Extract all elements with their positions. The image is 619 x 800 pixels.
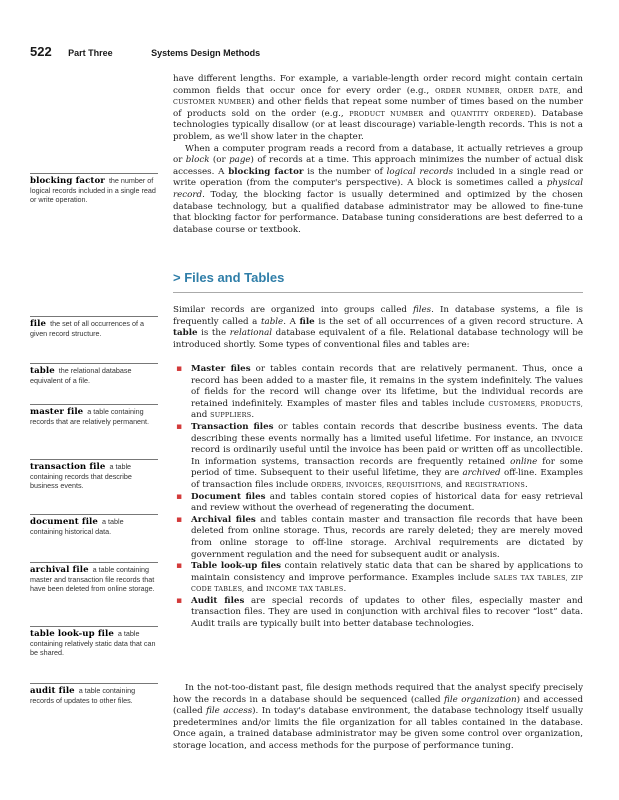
margin-term: master file (30, 407, 84, 417)
body-text-closing (173, 683, 583, 753)
list-item-transaction-files: ▪ Transaction files or tables contain records that describe business events. The data describing these events normally has a limited useful lifetime. For instance, an INVOICE record is ordinarily useful until the invoice has been paid or written off as uncollectible. In information systems, transaction records are frequently retained online for some period of time. Subsequent to their useful lifetime, they are archived off-line. Examples of transaction files include ORDERS, INVOICES, REQUISITIONS, and REGISTRATIONS. (176, 421, 583, 490)
file-types-list (173, 364, 583, 631)
margin-term: audit file (30, 686, 75, 696)
margin-term: table look-up file (30, 629, 114, 639)
margin-term: table (30, 366, 55, 376)
margin-definition: the relational database equivalent of a file. (30, 366, 132, 385)
margin-definition: the number of logical records included in a single read or write operation. (30, 176, 156, 204)
paragraph-variable-length: have different lengths. For example, a variable-length order record might contain certain common fields that occur once for every order (e.g., ORDER NUMBER, ORDER DATE, and CUSTOMER NUMBER) and other fields that repeat some number of times based on the number of products sold on the order (e.g., PRODUCT NUMBER and QUANTITY ORDERED). Database technologies typically disallow (or at least discourage) variable-length records. This is not a problem, as we'll show later in the chapter. (173, 74, 583, 142)
margin-definition: a table containing records that describe business events. (30, 462, 132, 490)
margin-note-table-look-up-file (30, 626, 158, 657)
bullet-icon: ▪ (176, 491, 183, 502)
margin-note-audit-file (30, 683, 158, 705)
running-header (30, 43, 260, 61)
paragraph-files-intro: Similar records are organized into groups called files. In database systems, a file is frequently called a table. A file is the set of all occurrences of a given record structure. A table is the relational database equivalent of a file. Relational database technology will be introduced shortly. Some types of conventional files and tables are: (173, 305, 584, 350)
margin-rule (30, 173, 158, 174)
margin-note-file (30, 316, 158, 338)
margin-note-blocking-factor (30, 173, 158, 204)
margin-note-document-file (30, 514, 158, 536)
bullet-icon: ▪ (176, 595, 183, 606)
margin-note-transaction-file (30, 459, 158, 490)
bullet-icon: ▪ (176, 421, 183, 432)
margin-note-table (30, 363, 158, 385)
margin-rule (30, 404, 158, 405)
body-text-top (173, 74, 583, 236)
margin-definition: a table containing master and transaction file records that have been deleted from online storage. (30, 565, 155, 593)
margin-term: transaction file (30, 462, 106, 472)
margin-definition: the set of all occurrences of a given record structure. (30, 319, 144, 338)
list-item-table-look-up-files: ▪ Table look-up files contain relatively static data that can be shared by applications to maintain consistency and improve performance. Examples include SALES TAX TABLES, ZIP CODE TABLES, and INCOME TAX TABLES. (176, 561, 584, 595)
bullet-icon: ▪ (176, 364, 183, 374)
list-item-master-files: ▪ Master files or tables contain records that are relatively permanent. Thus, once a record has been added to a master file, it remains in the system indefinitely. The values of fields for the record will change over its lifetime, but the individual records are retained indefinitely. Examples of master files and tables include CUSTOMERS, PRODUCTS, and SUPPLIERS. (176, 364, 583, 421)
margin-definition: a table containing relatively static data that can be shared. (30, 629, 156, 657)
page-number: 522 (30, 44, 52, 59)
margin-term: document file (30, 517, 98, 527)
margin-note-archival-file (30, 562, 158, 593)
margin-note-master-file (30, 404, 158, 426)
margin-rule (30, 626, 158, 627)
bullet-icon: ▪ (176, 514, 183, 525)
margin-rule (30, 514, 158, 515)
list-item-document-files: ▪ Document files and tables contain stored copies of historical data for easy retrieval and review without the overhead of regenerating the document. (176, 491, 583, 514)
margin-rule (30, 683, 158, 684)
margin-term: blocking factor (30, 176, 105, 186)
paragraph-file-organization: In the not-too-distant past, file design methods required that the analyst specify precisely how the records in a database should be sequenced (called file organization) and accessed (called file access). In today's database environment, the database technology itself usually predetermines and/or limits the file organization for all tables contained in the database. Once again, a trained database administrator may be given some control over organization, storage location, and access methods for the purpose of performance tuning. (173, 683, 584, 751)
margin-definition: a table containing historical data. (30, 517, 124, 536)
section-label: Systems Design Methods (151, 48, 261, 58)
part-label: Part Three (68, 48, 113, 58)
list-item-audit-files: ▪ Audit files are special records of updates to other files, especially master and transaction files. They are used in conjunction with archival files to recover “lost” data. Audit trails are typically built into better database technologies. (176, 595, 583, 630)
margin-definition: a table containing records that are relatively permanent. (30, 407, 150, 426)
margin-rule (30, 562, 158, 563)
margin-term: archival file (30, 565, 89, 575)
margin-definition: a table containing records of updates to other files. (30, 686, 136, 705)
heading-divider (173, 292, 583, 293)
body-text-bullets (173, 364, 583, 631)
body-text-intro (173, 305, 583, 351)
section-heading: > Files and Tables (173, 270, 285, 285)
margin-rule (30, 459, 158, 460)
bullet-icon: ▪ (176, 561, 183, 572)
margin-rule (30, 363, 158, 364)
list-item-archival-files: ▪ Archival files and tables contain master and transaction file records that have been deleted from online storage. Thus, records are rarely deleted; they are merely moved from online storage to off-line storage. Archival requirements are dictated by government regulation and the need for subsequent audit or analysis. (176, 514, 583, 560)
paragraph-blocking-factor: When a computer program reads a record from a database, it actually retrieves a group or block (or page) of records at a time. This approach minimizes the number of actual disk accesses. A blocking factor is the number of logical records included in a single read or write operation (from the computer's perspective). A block is sometimes called a physical record. Today, the blocking factor is usually determined and optimized by the chosen database technology, but a qualified database administrator may be allowed to fine-tune that blocking factor for performance. Database tuning considerations are best deferred to a database course or textbook. (173, 143, 584, 235)
margin-term: file (30, 319, 47, 329)
margin-rule (30, 316, 158, 317)
